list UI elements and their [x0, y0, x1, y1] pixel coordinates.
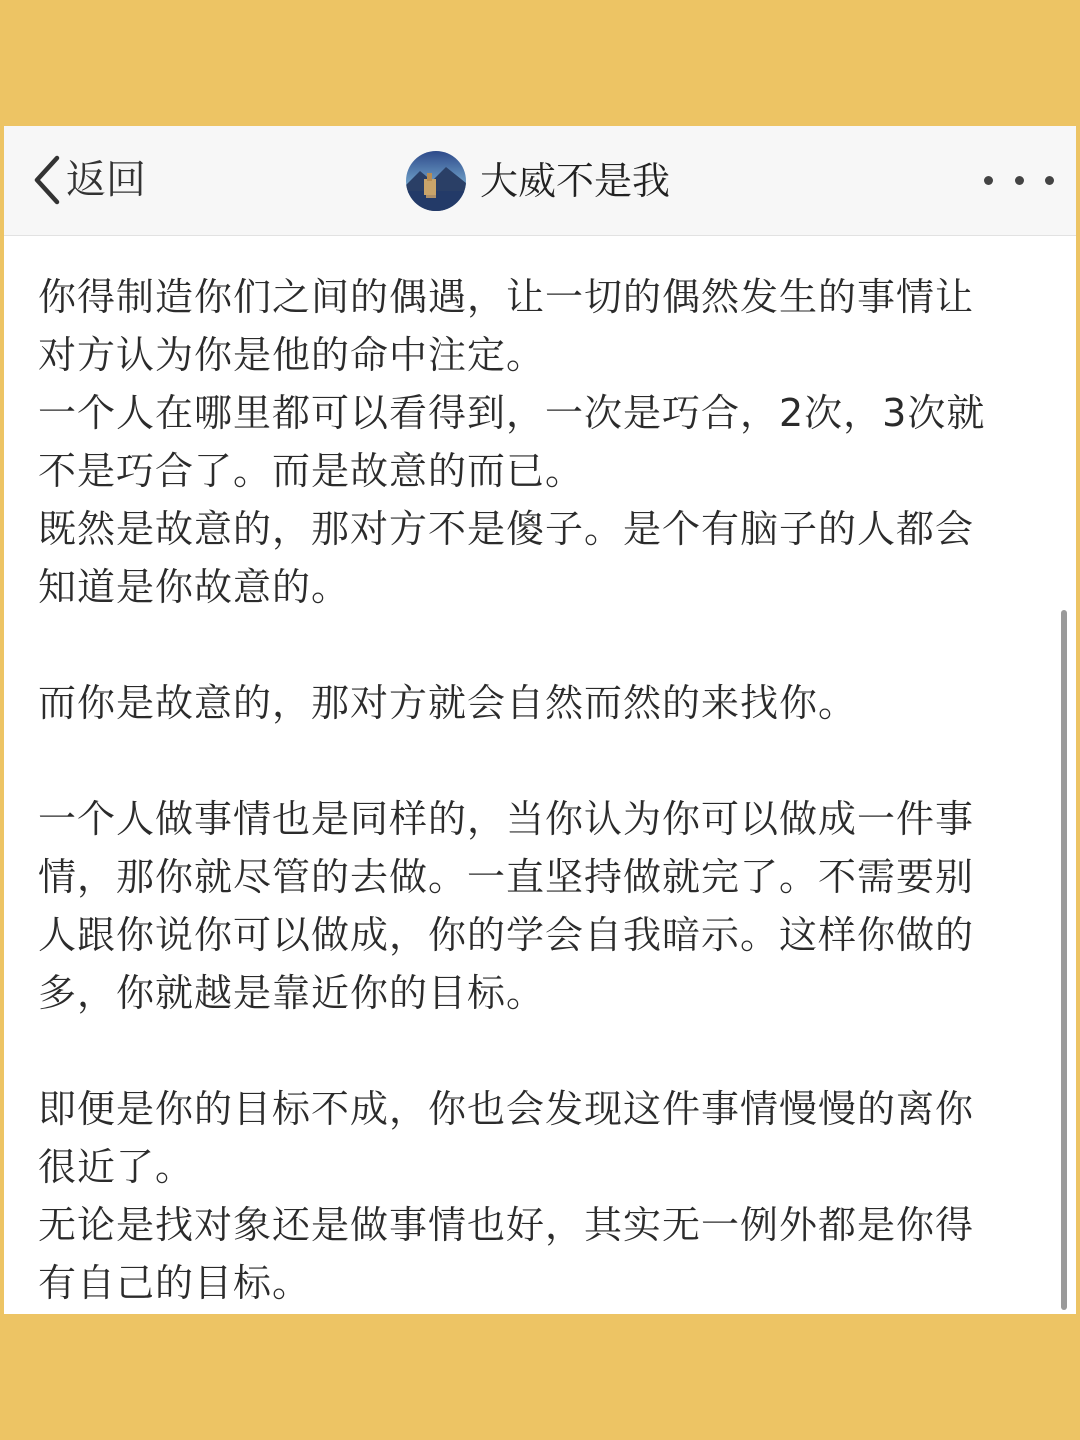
paragraph-gap — [38, 616, 1038, 674]
chevron-left-icon — [32, 154, 62, 206]
paragraph-1: 你得制造你们之间的偶遇，让一切的偶然发生的事情让 对方认为你是他的命中注定。 一个人在哪里都可以看得到，一次是巧合，2次，3次就 不是巧合了。而是故意的而已。 既然是故意的，那对方不是傻子。是个有脑子的人都会 知道是你故意的。 — [38, 275, 986, 609]
avatar[interactable] — [406, 151, 466, 211]
top-navigation-bar — [4, 126, 1076, 236]
paragraph-2: 而你是故意的，那对方就会自然而然的来找你。 — [38, 681, 858, 725]
more-dots-icon — [1015, 176, 1024, 185]
paragraph-3: 一个人做事情也是同样的，当你认为你可以做成一件事 情，那你就尽管的去做。一直坚持做就完了。不需要别 人跟你说你可以做成，你的学会自我暗示。这样你做的 多，你就越是靠近你的目标。 — [38, 797, 975, 1015]
vertical-scrollbar[interactable] — [1061, 610, 1067, 1310]
author-name[interactable]: 大威不是我 — [480, 159, 671, 203]
paragraph-gap — [38, 732, 1038, 790]
back-label: 返回 — [66, 157, 146, 203]
paragraph-gap — [38, 1022, 1038, 1080]
post-card — [4, 126, 1076, 1314]
more-options-button[interactable] — [984, 160, 1054, 200]
paragraph-4: 即便是你的目标不成，你也会发现这件事情慢慢的离你 很近了。 无论是找对象还是做事情也好，其实无一例外都是你得 有自己的目标。 — [38, 1087, 975, 1305]
post-body — [38, 268, 1038, 1312]
more-dots-icon — [984, 176, 993, 185]
more-dots-icon — [1045, 176, 1054, 185]
author-profile[interactable] — [406, 150, 670, 212]
back-button[interactable] — [32, 152, 146, 208]
